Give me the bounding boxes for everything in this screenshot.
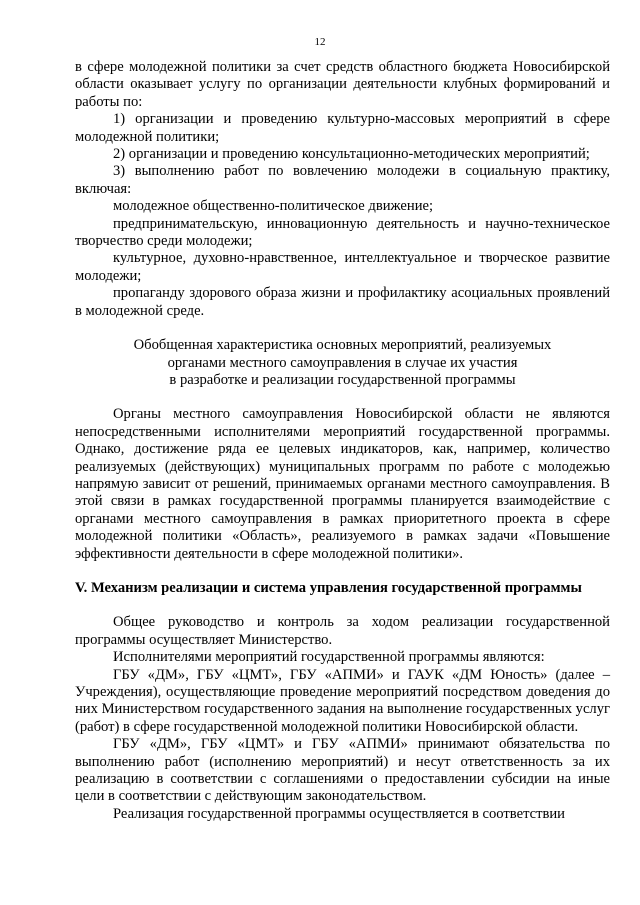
- sub-item-2: предпринимательскую, инновационную деятельность и научно-техническое творчество среди молодежи;: [75, 215, 610, 250]
- paragraph-implementation: Реализация государственной программы осуществляется в соответствии: [113, 805, 565, 822]
- page-number: 12: [314, 36, 326, 48]
- paragraph-executors-intro: Исполнителями мероприятий государственной программы являются:: [113, 649, 545, 666]
- sub-item-3: культурное, духовно-нравственное, интеллектуальное и творческое развитие молодежи;: [75, 250, 610, 284]
- subsection-title-line-3: в разработке и реализации государственной программы: [169, 371, 516, 388]
- paragraph-local-government: Органы местного самоуправления Новосибирской области не являются непосредственными исполнителями мероприятий государственной программы. Однако, достижение ряда ее целевых индикаторов, как, например, количество реализуемых (действующих) муниципальных программ по работе с молодежью напрямую зависит от решений, принимаемых органами местного самоуправления. В этой связи в рамках государственной программы планируется взаимодействие с органами местного самоуправления в рамках приоритетного проекта в сфере молодежной политики «Область», реализуемого в рамках задачи «Повышение эффективности деятельности в сфере молодежной политики».: [75, 406, 610, 562]
- list-item-3: 3) выполнению работ по вовлечению молодежи в социальную практику, включая:: [75, 163, 610, 197]
- list-item-1: 1) организации и проведению культурно-массовых мероприятий в сфере молодежной политики;: [75, 111, 610, 145]
- paragraph-intro: в сфере молодежной политики за счет средств областного бюджета Новосибирской области оказывает услугу по организации деятельности клубных формирований и работы по:: [75, 59, 610, 110]
- subsection-title: [75, 337, 610, 389]
- subsection-title-line-2: органами местного самоуправления в случае их участия: [167, 354, 518, 371]
- subsection-title-line-1: Обобщенная характеристика основных мероприятий, реализуемых: [133, 337, 552, 354]
- paragraph-institutions: ГБУ «ДМ», ГБУ «ЦМТ», ГБУ «АПМИ» и ГАУК «ДМ Юность» (далее – Учреждения), осуществляющие проведение мероприятий посредством доведения до них Министерством государственного задания на выполнение государственных услуг (работ) в сфере государственной молодежной политики Новосибирской области.: [75, 666, 610, 735]
- paragraph-general-management: Общее руководство и контроль за ходом реализации государственной программы осуществляет Министерство.: [75, 614, 610, 648]
- document-body: [75, 59, 610, 823]
- sub-item-4: пропаганду здорового образа жизни и профилактику асоциальных проявлений в молодежной среде.: [75, 285, 610, 319]
- list-item-2: 2) организации и проведению консультационно-методических мероприятий;: [113, 146, 590, 163]
- paragraph-obligations: ГБУ «ДМ», ГБУ «ЦМТ» и ГБУ «АПМИ» принимают обязательства по выполнению работ (исполнению мероприятий) и несут ответственность за их реализацию в соответствии с соглашениями о предоставлении субсидии на иные цели в соответствии с действующим законодательством.: [75, 736, 610, 805]
- section-heading: V. Механизм реализации и система управления государственной программы: [75, 579, 582, 596]
- sub-item-1: молодежное общественно-политическое движение;: [113, 198, 434, 215]
